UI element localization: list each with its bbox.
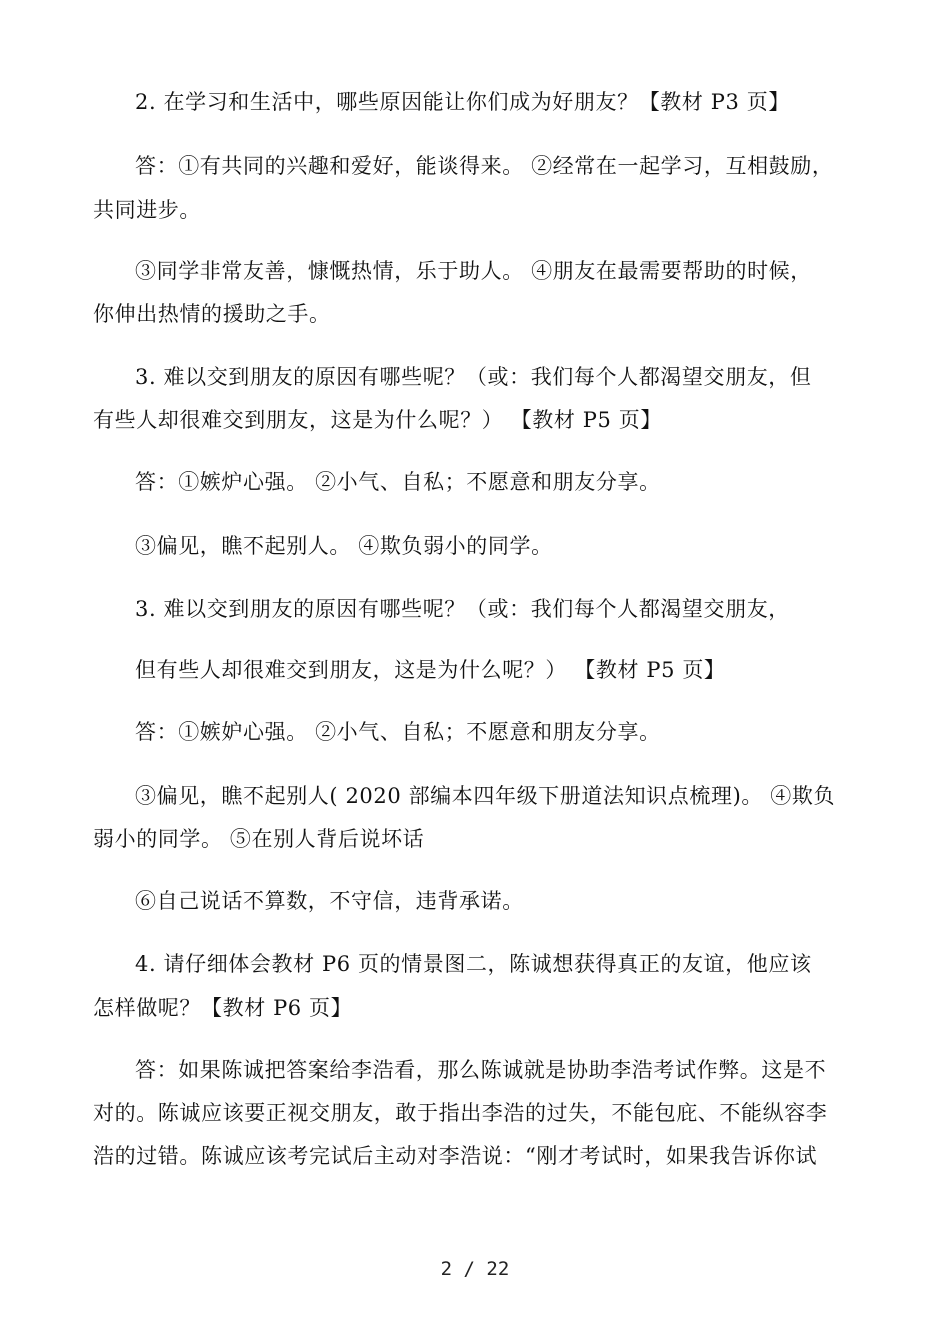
question-3b-heading-line-2: 但有些人却很难交到朋友，这是为什么呢？） 【教材 P5 页】 [135, 658, 726, 682]
answer-4-line-3: 浩的过错。陈诚应该考完试后主动对李浩说：“刚才考试时，如果我告诉你试 [93, 1144, 818, 1168]
page-number: 2 / 22 [440, 1258, 510, 1280]
question-4-heading-line-1: 4. 请仔细体会教材 P6 页的情景图二，陈诚想获得真正的友谊，他应该 [135, 952, 812, 976]
answer-3b-line-1: 答：①嫉妒心强。 ②小气、自私；不愿意和朋友分享。 [135, 720, 661, 744]
answer-3-line-2: ③偏见，瞧不起别人。 ④欺负弱小的同学。 [135, 534, 553, 558]
answer-2-line-2: 共同进步。 [93, 198, 201, 222]
answer-3b-line-4: ⑥自己说话不算数，不守信，违背承诺。 [135, 889, 524, 913]
question-3-heading-line-2: 有些人却很难交到朋友，这是为什么呢？） 【教材 P5 页】 [93, 408, 662, 432]
answer-2-line-4: 你伸出热情的援助之手。 [93, 302, 331, 326]
question-2-heading: 2. 在学习和生活中，哪些原因能让你们成为好朋友？【教材 P3 页】 [135, 90, 790, 114]
answer-3b-line-2: ③偏见，瞧不起别人( 2020 部编本四年级下册道法知识点梳理)。 ④欺负 [135, 784, 836, 808]
answer-4-line-2: 对的。陈诚应该要正视交朋友，敢于指出李浩的过失，不能包庇、不能纵容李 [93, 1101, 828, 1125]
answer-3-line-1: 答：①嫉炉心强。 ②小气、自私；不愿意和朋友分享。 [135, 470, 661, 494]
answer-3b-line-3: 弱小的同学。 ⑤在别人背后说坏话 [93, 827, 425, 851]
question-3b-heading-line-1: 3. 难以交到朋友的原因有哪些呢？（或：我们每个人都渴望交朋友， [135, 597, 790, 621]
question-3-heading-line-1: 3. 难以交到朋友的原因有哪些呢？（或：我们每个人都渴望交朋友，但 [135, 365, 812, 389]
answer-2-line-3: ③同学非常友善，慷慨热情，乐于助人。 ④朋友在最需要帮助的时候， [135, 259, 812, 283]
answer-4-line-1: 答：如果陈诚把答案给李浩看，那么陈诚就是协助李浩考试作弊。这是不 [135, 1058, 827, 1082]
question-4-heading-line-2: 怎样做呢？【教材 P6 页】 [93, 996, 353, 1020]
answer-2-line-1: 答：①有共同的兴趣和爱好，能谈得来。 ②经常在一起学习，互相鼓励， [135, 154, 834, 178]
